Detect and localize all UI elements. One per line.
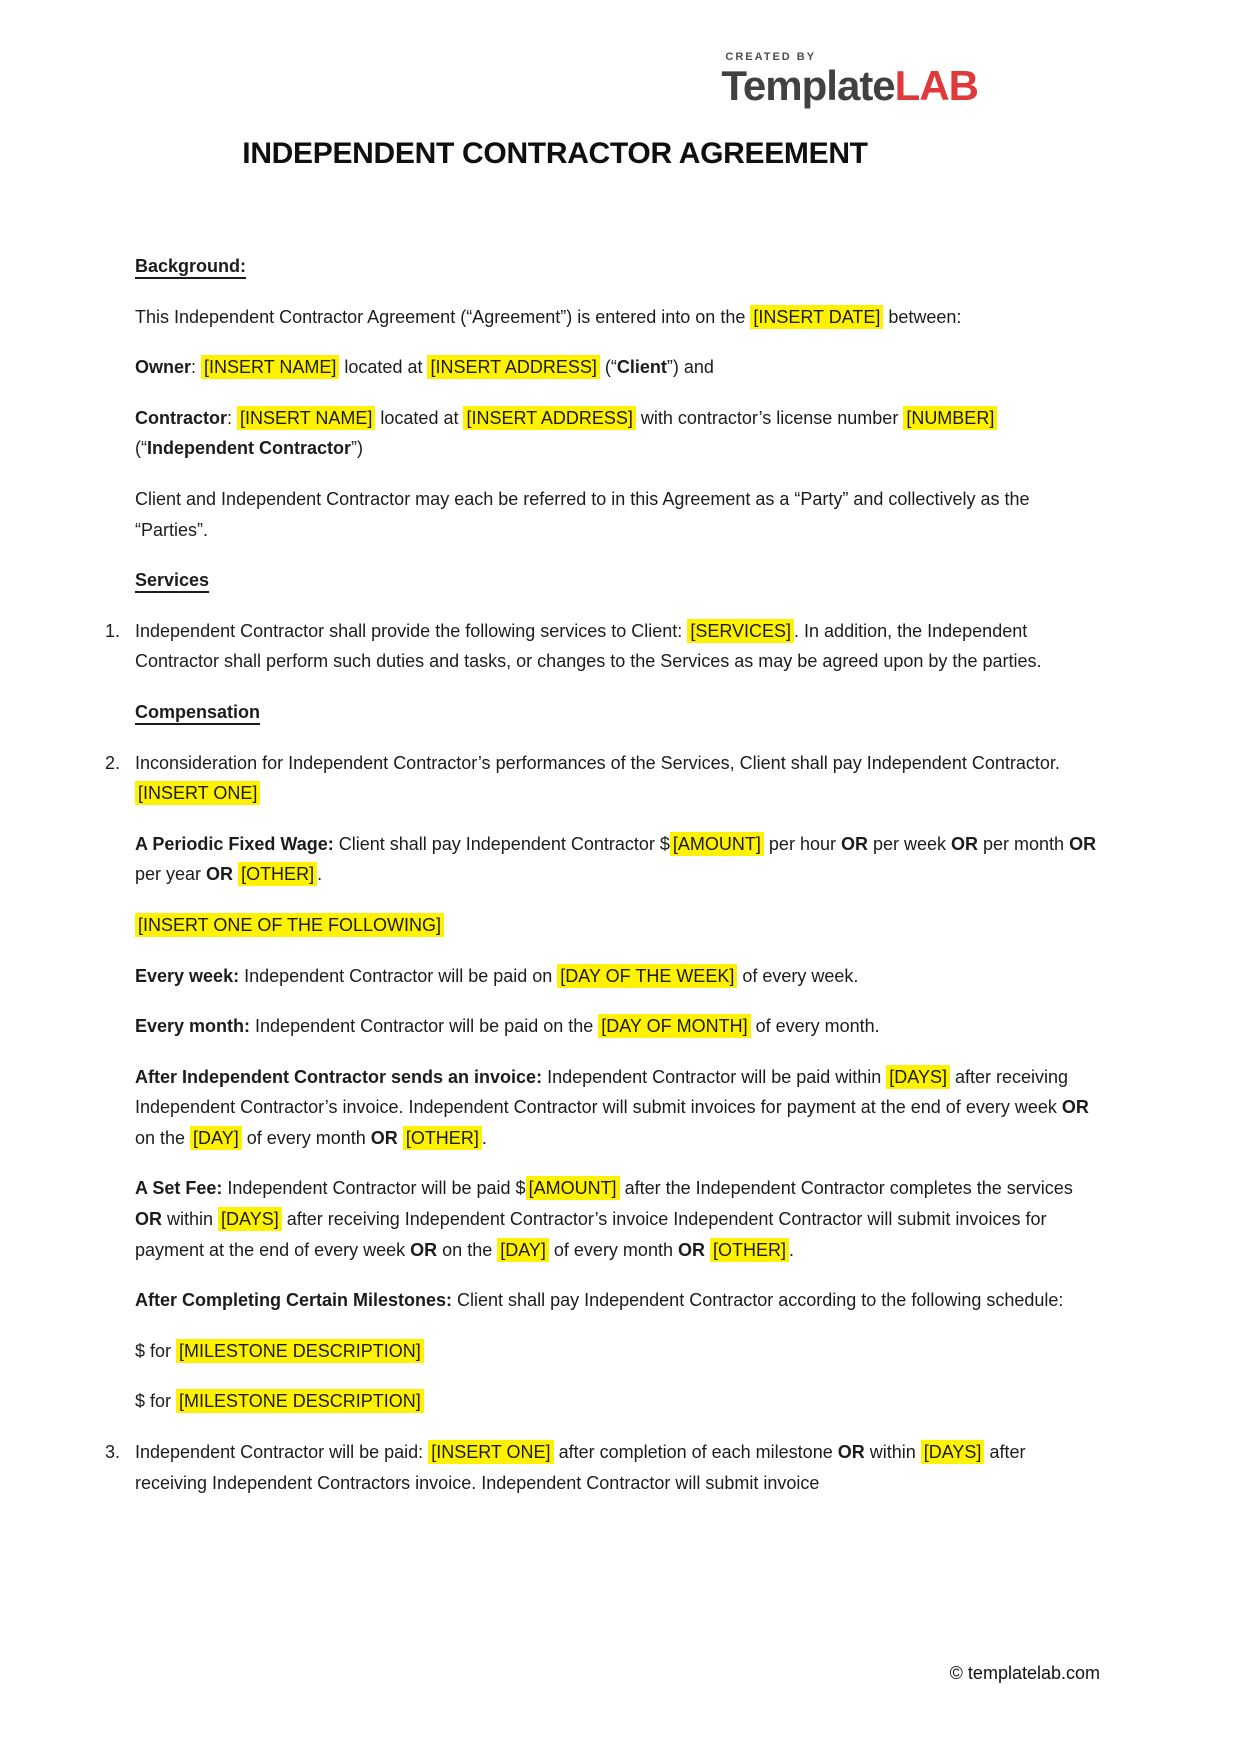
text-run: (“	[599, 357, 617, 378]
placeholder-insert-one: [INSERT ONE]	[428, 1440, 553, 1464]
text-run: per hour	[763, 833, 841, 854]
text-run: within	[162, 1209, 219, 1230]
text-run: OR	[370, 1127, 398, 1148]
placeholder-other: [OTHER]	[403, 1126, 482, 1150]
placeholder-day-of-month: [DAY OF MONTH]	[598, 1014, 750, 1038]
text-run: Independent Contractor	[147, 438, 352, 459]
text-run: . In addition, the Independent Contractor shall perform such duties and tasks, or changes to the Services as may be agreed upon by the parties.	[135, 620, 1042, 672]
text-run: per month	[978, 833, 1070, 854]
text-run: on the	[437, 1239, 498, 1260]
placeholder-amount: [AMOUNT]	[526, 1176, 620, 1200]
text-run: between:	[883, 306, 962, 327]
text-run: .	[481, 1127, 487, 1148]
text-run: Client shall pay Independent Contractor $	[333, 833, 670, 854]
milestone-line-2	[135, 1386, 1100, 1417]
placeholder-owner-address: [INSERT ADDRESS]	[427, 355, 599, 379]
background-heading	[135, 251, 1100, 282]
text-run: $ for	[135, 1340, 177, 1361]
milestones-item-3	[105, 1437, 1100, 1498]
text-run: OR	[1069, 833, 1097, 854]
placeholder-insert-date: [INSERT DATE]	[750, 305, 883, 329]
every-week-paragraph	[135, 961, 1100, 992]
text-run: Independent Contractor will be paid $	[222, 1178, 526, 1199]
milestones-paragraph	[135, 1285, 1100, 1316]
placeholder-day: [DAY]	[497, 1238, 549, 1262]
every-month-paragraph	[135, 1011, 1100, 1042]
text-run: located at	[339, 357, 428, 378]
placeholder-amount: [AMOUNT]	[670, 832, 764, 856]
placeholder-milestone-description: [MILESTONE DESCRIPTION]	[176, 1389, 424, 1413]
intro-paragraph	[135, 302, 1100, 333]
text-run: OR	[840, 833, 868, 854]
text-run: $ for	[135, 1391, 177, 1412]
text-run: (“	[135, 438, 147, 459]
placeholder-milestone-description: [MILESTONE DESCRIPTION]	[176, 1339, 424, 1363]
text-run: OR	[410, 1239, 438, 1260]
text-run: OR	[206, 864, 234, 885]
logo-row	[0, 0, 1240, 107]
text-run: OR	[1061, 1097, 1089, 1118]
text-run: after receiving Independent Contractor’s invoice Independent Contractor will submit invoices for payment at the end of every week	[135, 1209, 1047, 1260]
text-run: after the Independent Contractor completes the services	[619, 1178, 1073, 1199]
owner-paragraph	[135, 352, 1100, 383]
logo-brand-accent: LAB	[894, 62, 978, 109]
compensation-item-2	[105, 748, 1100, 809]
set-fee-paragraph	[135, 1173, 1100, 1265]
text-run: Contractor	[135, 407, 228, 428]
milestone-line-1	[135, 1336, 1100, 1367]
insert-one-of-following-paragraph	[135, 910, 1100, 941]
text-run: Client shall pay Independent Contractor according to the following schedule:	[452, 1290, 1064, 1311]
page-title: INDEPENDENT CONTRACTOR AGREEMENT	[242, 137, 868, 170]
services-item-1	[105, 616, 1100, 677]
text-run: OR	[677, 1239, 705, 1260]
text-run: OR	[135, 1209, 162, 1230]
placeholder-other: [OTHER]	[710, 1238, 789, 1262]
list-item-text	[135, 1437, 1100, 1498]
logo-brand-text	[721, 62, 978, 109]
text-run: OR	[951, 833, 979, 854]
placeholder-contractor-name: [INSERT NAME]	[237, 406, 375, 430]
text-run: A Periodic Fixed Wage:	[135, 833, 334, 854]
text-run: per week	[867, 833, 952, 854]
placeholder-insert-one-of-following: [INSERT ONE OF THE FOLLOWING]	[135, 913, 444, 937]
text-run: Independent Contractor will be paid on	[239, 965, 558, 986]
text-run: :	[227, 407, 238, 428]
services-heading	[135, 565, 1100, 596]
text-run: Client and Independent Contractor may each be referred to in this Agreement as a “Party” and collectively as the “Parties”.	[135, 488, 1030, 540]
text-run: per year	[135, 864, 207, 885]
text-run: ”)	[351, 438, 364, 459]
text-run: after receiving Independent Contractors invoice. Independent Contractor will submit invoice	[135, 1442, 1026, 1493]
text-run: Services	[135, 570, 210, 591]
text-run: Owner	[135, 357, 192, 378]
text-run: Client	[616, 357, 667, 378]
after-invoice-paragraph	[135, 1062, 1100, 1154]
logo-created-by-text: CREATED BY	[725, 51, 817, 63]
list-item-text	[135, 616, 1100, 677]
text-run: of every month.	[750, 1016, 880, 1037]
text-run: Independent Contractor shall provide the following services to Client:	[135, 620, 688, 641]
logo-brand-primary: Template	[721, 62, 895, 109]
placeholder-license-number: [NUMBER]	[903, 406, 997, 430]
text-run: A Set Fee:	[135, 1178, 223, 1199]
text-run: on the	[135, 1127, 191, 1148]
text-run: after completion of each milestone	[553, 1442, 838, 1463]
placeholder-services: [SERVICES]	[687, 619, 794, 643]
placeholder-days: [DAYS]	[921, 1440, 985, 1464]
text-run: This Independent Contractor Agreement (“Agreement”) is entered into on the	[135, 306, 751, 327]
periodic-fixed-wage-paragraph	[135, 829, 1100, 890]
text-run: ”) and	[666, 357, 714, 378]
text-run: of every month	[241, 1127, 371, 1148]
list-number: 2.	[105, 752, 121, 773]
placeholder-day: [DAY]	[190, 1126, 242, 1150]
text-run: Every week:	[135, 965, 240, 986]
footer-credit: © templatelab.com	[949, 1663, 1100, 1683]
compensation-heading	[135, 697, 1100, 728]
templatelab-logo	[721, 52, 978, 107]
list-item-text	[135, 748, 1100, 809]
text-run: after receiving Independent Contractor’s invoice. Independent Contractor will submit invoices for payment at the end of every week	[135, 1066, 1069, 1118]
text-run: Independent Contractor will be paid on the	[250, 1016, 599, 1037]
text-run: of every month	[548, 1239, 678, 1260]
text-run: After Completing Certain Milestones:	[135, 1290, 453, 1311]
parties-paragraph	[135, 484, 1100, 545]
contractor-paragraph	[135, 403, 1100, 464]
list-number: 1.	[105, 620, 121, 641]
document-body	[0, 171, 1240, 1498]
text-run: within	[864, 1442, 921, 1463]
placeholder-days: [DAYS]	[886, 1065, 950, 1089]
text-run: Background:	[135, 256, 247, 276]
placeholder-days: [DAYS]	[218, 1207, 282, 1231]
placeholder-day-of-week: [DAY OF THE WEEK]	[557, 964, 737, 988]
text-run: Inconsideration for Independent Contractor’s performances of the Services, Client shall pay Independent Contractor.	[135, 752, 1060, 773]
placeholder-insert-one: [INSERT ONE]	[135, 781, 260, 805]
text-run: of every week.	[737, 965, 859, 986]
text-run: with contractor’s license number	[635, 407, 904, 428]
text-run: Independent Contractor will be paid:	[135, 1442, 429, 1463]
text-run: .	[317, 864, 323, 885]
text-run: OR	[837, 1442, 865, 1463]
placeholder-owner-name: [INSERT NAME]	[201, 355, 339, 379]
text-run: located at	[375, 407, 464, 428]
text-run: Every month:	[135, 1016, 251, 1037]
placeholder-contractor-address: [INSERT ADDRESS]	[463, 406, 635, 430]
text-run: After Independent Contractor sends an invoice:	[135, 1066, 543, 1087]
text-run: :	[191, 357, 202, 378]
text-run: Compensation	[135, 701, 261, 722]
placeholder-other: [OTHER]	[238, 862, 317, 886]
text-run: .	[789, 1239, 795, 1260]
text-run: Independent Contractor will be paid within	[542, 1066, 887, 1087]
list-number: 3.	[105, 1442, 121, 1463]
